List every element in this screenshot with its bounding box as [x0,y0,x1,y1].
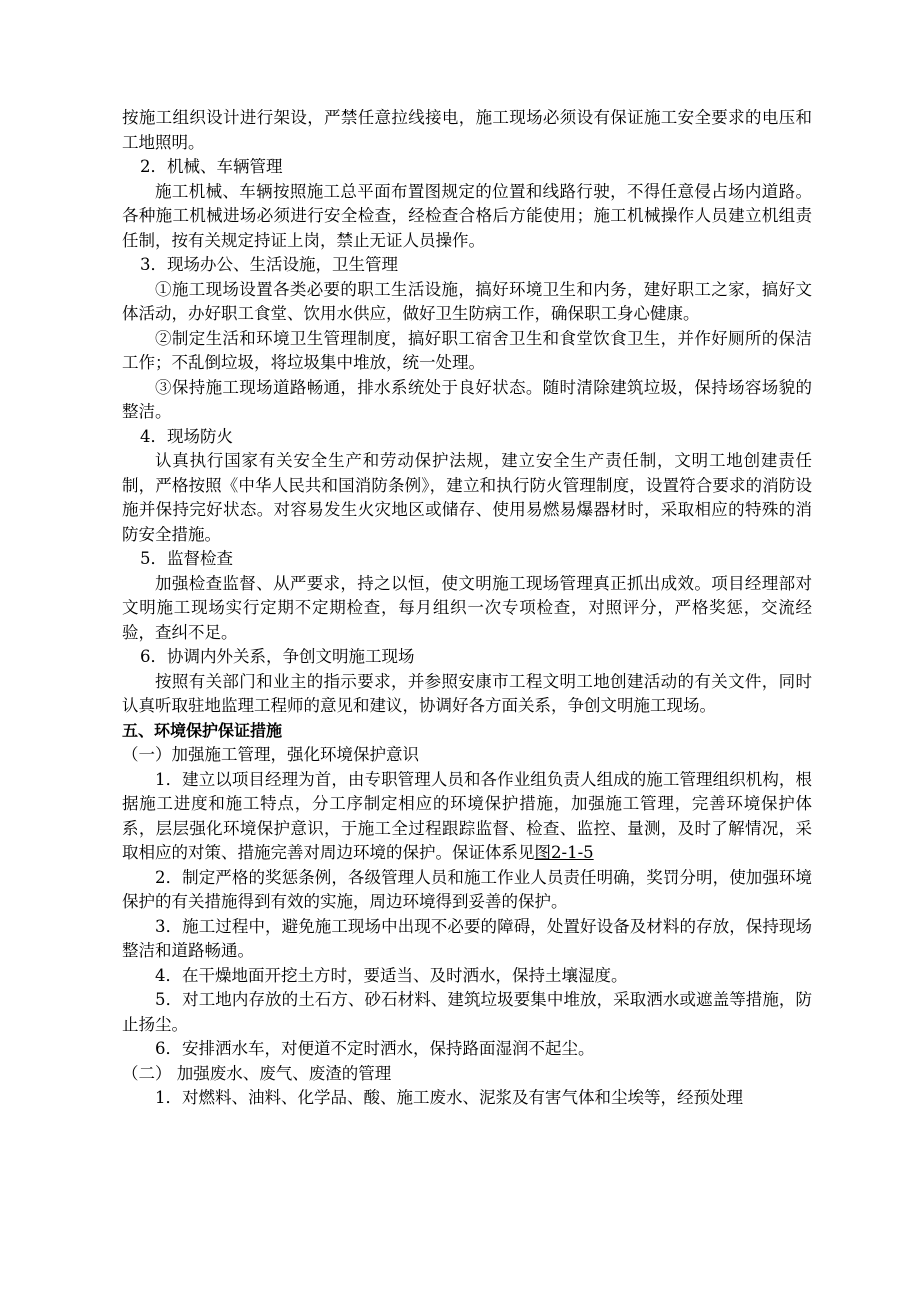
item-heading: 2．机械、车辆管理 [140,157,283,176]
paragraph: 4．在干燥地面开挖土方时，要适当、及时洒水，保持土壤湿度。 [155,965,628,985]
paragraph: 按照有关部门和业主的指示要求，并参照安康市工程文明工地创建活动的有关文件，同时认真听取驻地监理工程师的意见和建议，协调好各方面关系，争创文明施工现场。 [122,671,812,715]
section-heading: 五、环境保护保证措施 [122,720,283,740]
item-heading: 6．协调内外关系，争创文明施工现场 [140,647,415,666]
paragraph: 1．对燃料、油料、化学品、酸、施工废水、泥浆及有害气体和尘埃等，经预处理 [155,1088,743,1107]
paragraph: 认真执行国家有关安全生产和劳动保护法规，建立安全生产责任制，文明工地创建责任制，严格按照《中华人民共和国消防条例》，建立和执行防火管理制度，设置符合要求的消防设施并保持完好状态。对容易发生火灾地区或储存、使用易燃易爆器材时，采取相应的特殊的消防安全措施。 [122,451,812,544]
paragraph: 按施工组织设计进行架设，严禁任意拉线接电，施工现场必须设有保证施工安全要求的电压和工地照明。 [122,108,812,152]
item-heading: 4．现场防火 [140,426,233,446]
item-heading: 5．监督检查 [140,549,233,568]
item-heading: 3．现场办公、生活设施，卫生管理 [140,255,398,274]
subsection-heading: （二） 加强废水、废气、废渣的管理 [122,1063,392,1083]
paragraph: ①施工现场设置各类必要的职工生活设施，搞好环境卫生和内务，建好职工之家，搞好文体活动，办好职工食堂、饮用水供应，做好卫生防病工作，确保职工身心健康。 [122,279,812,323]
paragraph: 3．施工过程中，避免施工现场中出现不必要的障碍，处置好设备及材料的存放，保持现场整洁和道路畅通。 [122,916,812,960]
paragraph: 6．安排洒水车，对便道不定时洒水，保持路面湿润不起尘。 [155,1039,595,1058]
paragraph: ③保持施工现场道路畅通，排水系统处于良好状态。随时清除建筑垃圾，保持场容场貌的整洁。 [122,377,812,421]
paragraph-with-link [122,768,812,866]
paragraph: 5．对工地内存放的土石方、砂石材料、建筑垃圾要集中堆放，采取洒水或遮盖等措施，防止扬尘。 [122,990,812,1034]
paragraph: 2．制定严格的奖惩条例，各级管理人员和施工作业人员责任明确，奖罚分明，使加强环境保护的有关措施得到有效的实施，周边环境得到妥善的保护。 [122,867,812,911]
paragraph-text: 1．建立以项目经理为首，由专职管理人员和各作业组负责人组成的施工管理组织机构，根据施工进度和施工特点，分工序制定相应的环境保护措施，加强施工管理，完善环境保护体系，层层强化环境保护意识，于施工全过程跟踪监督、检查、监控、量测，及时了解情况，采取相应的对策、措施完善对周边环境的保护。保证体系见 [122,769,812,862]
document-body [122,106,812,1111]
subsection-heading: （一）加强施工管理，强化环境保护意识 [122,745,419,764]
figure-link[interactable]: 图2-1-5 [534,843,594,862]
paragraph: 施工机械、车辆按照施工总平面布置图规定的位置和线路行驶，不得任意侵占场内道路。各种施工机械进场必须进行安全检查，经检查合格后方能使用；施工机械操作人员建立机组责任制，按有关规定持证上岗，禁止无证人员操作。 [122,181,812,250]
paragraph: 加强检查监督、从严要求，持之以恒，使文明施工现场管理真正抓出成效。项目经理部对文明施工现场实行定期不定期检查，每月组织一次专项检查，对照评分，严格奖惩，交流经验，查纠不足。 [122,573,812,642]
paragraph: ②制定生活和环境卫生管理制度，搞好职工宿舍卫生和食堂饮食卫生，并作好厕所的保洁工作；不乱倒垃圾，将垃圾集中堆放，统一处理。 [122,328,812,372]
